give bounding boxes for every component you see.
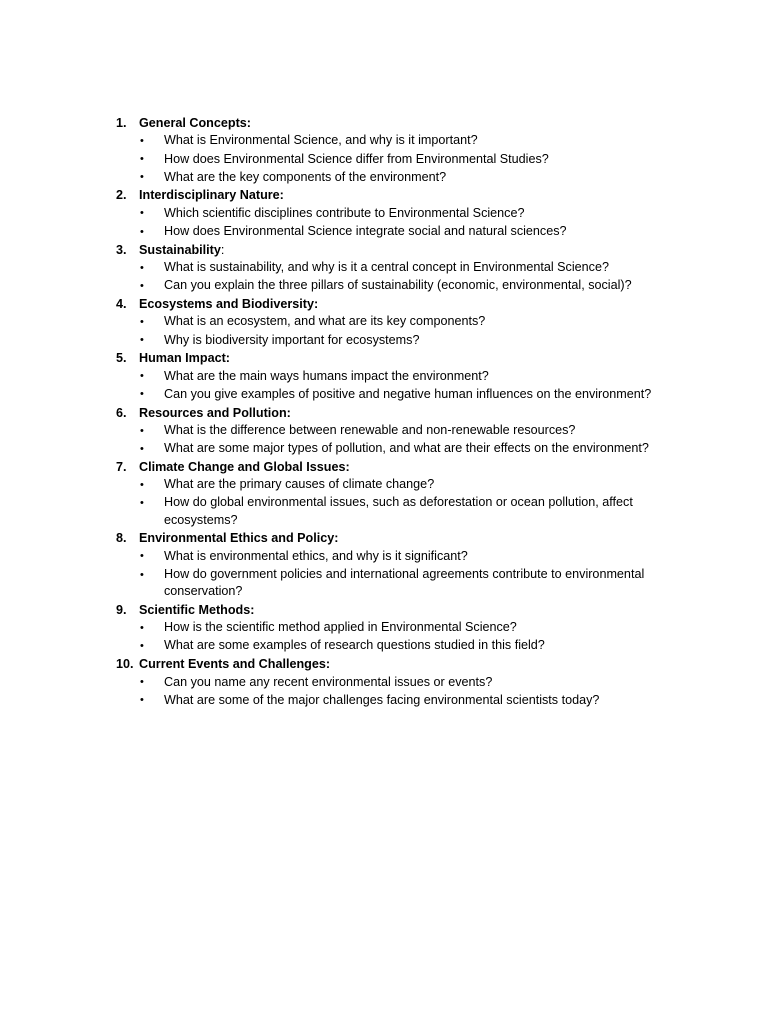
question-item [116, 494, 716, 529]
section-number: 4. [116, 296, 127, 311]
bullet-icon: • [140, 388, 144, 401]
question-item [116, 440, 716, 458]
bullet-icon: • [140, 316, 144, 329]
bullet-icon: • [140, 334, 144, 347]
section-number: 6. [116, 405, 127, 420]
question-item [116, 673, 716, 691]
section-number: 9. [116, 602, 127, 617]
question-item [116, 367, 716, 385]
question-text: What are some examples of research questions studied in this field? [164, 638, 545, 653]
bullet-icon: • [140, 424, 144, 437]
question-text: Can you name any recent environmental issues or events? [164, 674, 493, 689]
outline-section [116, 295, 716, 349]
section-heading [116, 295, 716, 313]
section-heading [116, 601, 716, 619]
question-item [116, 313, 716, 331]
question-text: Which scientific disciplines contribute to Environmental Science? [164, 205, 525, 220]
section-number: 3. [116, 242, 127, 257]
section-title: Human Impact: [139, 351, 230, 366]
question-list [116, 313, 716, 349]
outline-section [116, 601, 716, 655]
outline-section [116, 458, 716, 530]
bullet-icon: • [140, 225, 144, 238]
question-text: What are some of the major challenges facing environmental scientists today? [164, 692, 600, 707]
outline-section [116, 655, 716, 709]
question-text: What are the main ways humans impact the environment? [164, 368, 489, 383]
question-text: How does Environmental Science differ from Environmental Studies? [164, 151, 549, 166]
question-item [116, 150, 716, 168]
question-text: What is sustainability, and why is it a central concept in Environmental Science? [164, 260, 609, 275]
bullet-icon: • [140, 370, 144, 383]
section-heading [116, 655, 716, 673]
section-title: Interdisciplinary Nature: [139, 188, 284, 203]
question-list [116, 673, 716, 709]
section-number: 5. [116, 351, 127, 366]
question-item [116, 422, 716, 440]
outline-section [116, 186, 716, 240]
question-text: How does Environmental Science integrate social and natural sciences? [164, 223, 567, 238]
question-outline [116, 114, 716, 709]
section-title: General Concepts: [139, 116, 251, 130]
question-item [116, 168, 716, 186]
section-heading [116, 186, 716, 204]
question-item [116, 619, 716, 637]
question-list [116, 547, 716, 600]
question-item [116, 637, 716, 655]
question-text: What is Environmental Science, and why is it important? [164, 133, 478, 148]
section-number: 2. [116, 188, 127, 203]
bullet-icon: • [140, 171, 144, 184]
bullet-icon: • [140, 442, 144, 455]
section-title: Current Events and Challenges: [139, 657, 331, 672]
question-item [116, 223, 716, 241]
bullet-icon: • [140, 135, 144, 148]
bullet-icon: • [140, 550, 144, 563]
bullet-icon: • [140, 676, 144, 689]
bullet-icon: • [140, 207, 144, 220]
outline-section [116, 114, 716, 186]
outline-section [116, 349, 716, 403]
question-text: How do global environmental issues, such as deforestation or ocean pollution, affect ecosystems? [164, 495, 633, 527]
section-number: 7. [116, 459, 127, 474]
question-text: What is environmental ethics, and why is it significant? [164, 548, 468, 563]
section-number: 1. [116, 116, 127, 130]
question-item [116, 385, 716, 403]
section-heading [116, 404, 716, 422]
section-title: Environmental Ethics and Policy: [139, 531, 339, 546]
question-list [116, 204, 716, 240]
section-heading [116, 349, 716, 367]
question-item [116, 691, 716, 709]
question-list [116, 367, 716, 403]
section-heading [116, 114, 716, 132]
question-text: How is the scientific method applied in Environmental Science? [164, 620, 517, 635]
question-list [116, 619, 716, 655]
question-text: Can you give examples of positive and negative human influences on the environment? [164, 386, 652, 401]
section-heading [116, 241, 716, 259]
question-list [116, 132, 716, 186]
question-text: Can you explain the three pillars of sustainability (economic, environmental, social)? [164, 278, 632, 293]
question-item [116, 547, 716, 565]
section-number: 8. [116, 531, 127, 546]
outline-section [116, 404, 716, 458]
question-item [116, 259, 716, 277]
section-number: 10. [116, 657, 134, 672]
bullet-icon: • [140, 622, 144, 634]
section-title-suffix: : [220, 242, 225, 257]
question-item [116, 204, 716, 222]
section-title: Resources and Pollution: [139, 405, 291, 420]
question-list [116, 422, 716, 458]
bullet-icon: • [140, 261, 144, 274]
question-text: What are the key components of the environment? [164, 169, 447, 184]
bullet-icon: • [140, 478, 144, 491]
section-title: Climate Change and Global Issues: [139, 459, 350, 474]
question-text: What is the difference between renewable and non-renewable resources? [164, 422, 576, 437]
bullet-icon: • [140, 568, 144, 581]
question-text: What is an ecosystem, and what are its key components? [164, 314, 486, 329]
question-item [116, 331, 716, 349]
question-item [116, 566, 716, 601]
question-text: How do government policies and international agreements contribute to environmental conservation? [164, 566, 645, 599]
question-list [116, 476, 716, 529]
section-heading [116, 529, 716, 547]
question-text: What are the primary causes of climate change? [164, 477, 435, 492]
question-item [116, 476, 716, 494]
outline-section [116, 529, 716, 601]
bullet-icon: • [140, 640, 144, 653]
question-list [116, 259, 716, 295]
section-title-text: Sustainability [139, 242, 221, 257]
bullet-icon: • [140, 694, 144, 707]
question-item [116, 277, 716, 295]
section-heading [116, 458, 716, 476]
question-text: Why is biodiversity important for ecosystems? [164, 332, 420, 347]
section-title: Scientific Methods: [139, 602, 255, 617]
bullet-icon: • [140, 153, 144, 166]
section-title [139, 241, 224, 259]
section-title: Ecosystems and Biodiversity: [139, 296, 319, 311]
bullet-icon: • [140, 279, 144, 292]
question-text: What are some major types of pollution, and what are their effects on the environment? [164, 441, 649, 456]
bullet-icon: • [140, 496, 144, 509]
question-item [116, 132, 716, 150]
outline-section [116, 241, 716, 295]
